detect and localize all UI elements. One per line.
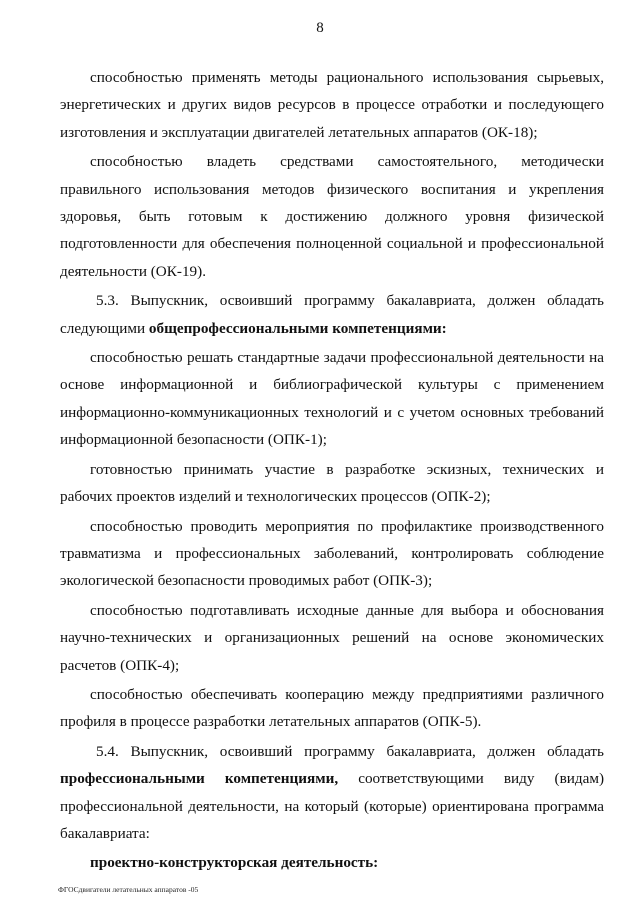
paragraph-5-4 bbox=[60, 738, 604, 848]
paragraph-5-4-text-start: 5.4. Выпускник, освоивший программу бакалавриата, должен обладать bbox=[96, 742, 604, 760]
design-activity-heading: проектно-конструкторская деятельность: bbox=[90, 854, 379, 872]
document-body bbox=[60, 64, 604, 877]
paragraph-opk4: способностью подготавливать исходные данные для выбора и обоснования научно-технических и организационных решений на основе экономических расчетов (ОПК-4); bbox=[60, 601, 604, 674]
paragraph-ok18: способностью применять методы рационального использования сырьевых, энергетических и других видов ресурсов в процессе отработки и последующего изготовления и эксплуатации двигателей летательных аппаратов (ОК-18); bbox=[60, 69, 604, 141]
footer-note: ФГОСдвигатели летательных аппаратов -05 bbox=[58, 885, 199, 894]
paragraph-opk5: способностью обеспечивать кооперацию между предприятиями различного профиля в процессе разработки летательных аппаратов (ОПК-5). bbox=[60, 685, 604, 731]
paragraph-opk1: способностью решать стандартные задачи профессиональной деятельности на основе информационной и библиографической культуры с применением информационно-коммуникационных технологий и с учетом основных требований информационной безопасности (ОПК-1); bbox=[60, 349, 604, 449]
paragraph-ok19: способностью владеть средствами самостоятельного, методически правильного использования методов физического воспитания и укрепления здоровья, быть готовым к достижению должного уровня физической подготовленности для обеспечения полноценной социальной и профессиональной деятельности (ОК-19). bbox=[60, 153, 604, 280]
paragraph-design-activity bbox=[60, 849, 604, 876]
paragraph-5-3-bold: общепрофессиональными компетенциями: bbox=[148, 319, 447, 337]
paragraph-opk3: способностью проводить мероприятия по профилактике производственного травматизма и профессиональных заболеваний, контролировать соблюдение экологической безопасности проводимых работ (ОПК-3); bbox=[60, 517, 604, 590]
paragraph-5-3 bbox=[60, 287, 604, 342]
page-number: 8 bbox=[316, 20, 324, 36]
paragraph-5-3-text: 5.3. Выпускник, освоивший программу бакалавриата, должен обладать следующими bbox=[60, 292, 604, 337]
paragraph-5-4-bold: профессиональными компетенциями, bbox=[60, 770, 339, 788]
paragraph-opk2: готовностью принимать участие в разработке эскизных, технических и рабочих проектов изделий и технологических процессов (ОПК-2); bbox=[60, 460, 604, 506]
paragraph-5-4-text-end: соответствующими виду (видам) профессиональной деятельности, на который (которые) ориентирована программа бакалавриата: bbox=[60, 770, 605, 842]
